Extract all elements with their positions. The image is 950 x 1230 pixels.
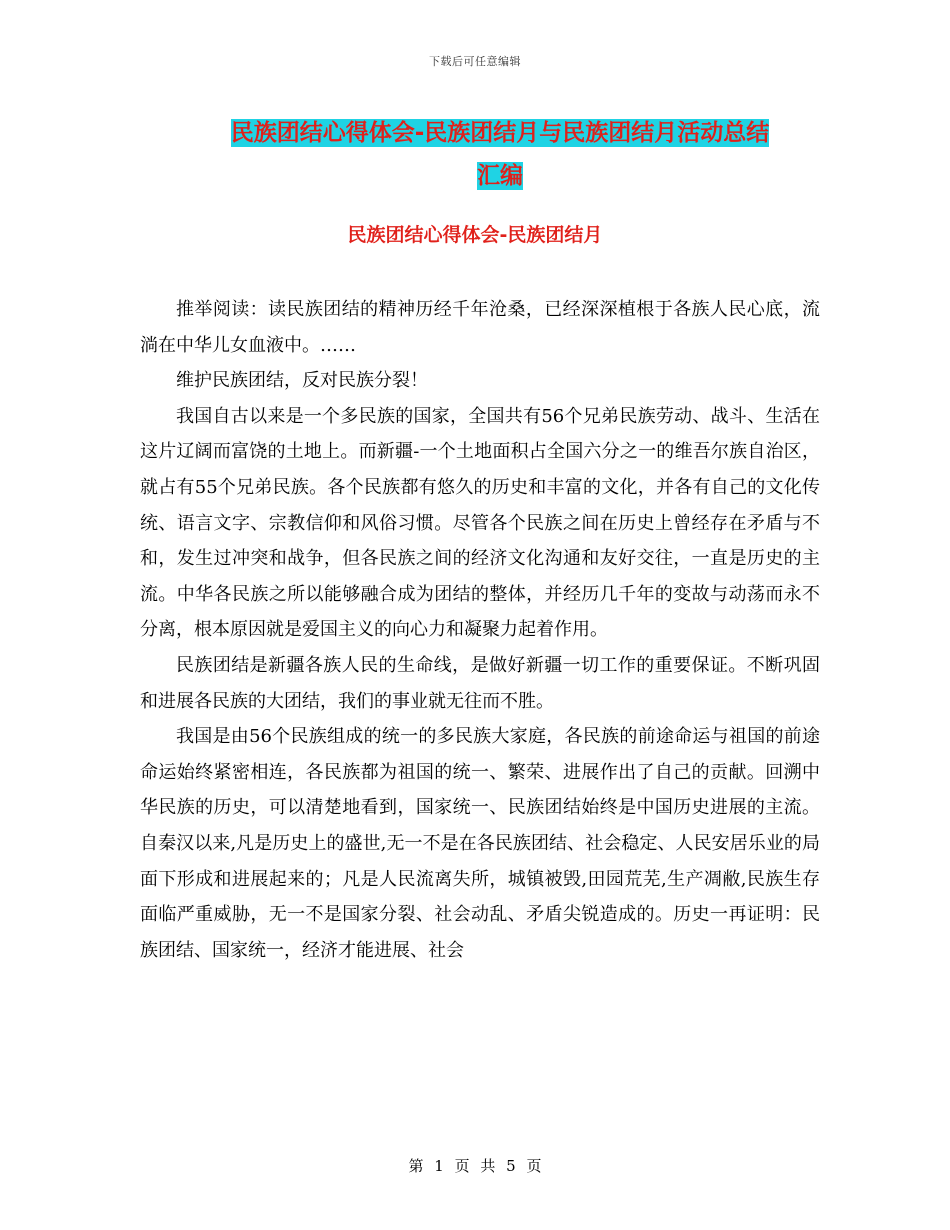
document-body — [140, 292, 820, 968]
title-highlight-1: 民族团结心得体会-民族团结月与民族团结月活动总结 — [230, 120, 770, 146]
paragraph-unity: 我国是由56个民族组成的统一的多民族大家庭，各民族的前途命运与祖国的前途命运始终紧密相连，各民族都为祖国的统一、繁荣、进展作出了自己的贡献。回溯中华民族的历史，可以清楚地看到，国家统一、民族团结始终是中国历史进展的主流。自秦汉以来,凡是历史上的盛世,无一不是在各民族团结、社会稳定、人民安居乐业的局面下形成和进展起来的；凡是人民流离失所，城镇被毁,田园荒芜,生产凋敝,民族生存面临严重威胁，无一不是国家分裂、社会动乱、矛盾尖锐造成的。历史一再证明：民族团结、国家统一，经济才能进展、社会 — [140, 726, 820, 961]
paragraph-lifeline: 民族团结是新疆各族人民的生命线，是做好新疆一切工作的重要保证。不断巩固和进展各民族的大团结，我们的事业就无往而不胜。 — [140, 654, 820, 712]
page-header-note: 下载后可任意编辑 — [429, 55, 521, 68]
document-title-line-2 — [140, 155, 860, 198]
title-highlight-2: 汇编 — [477, 163, 523, 189]
paragraph-recommended-reading: 推举阅读：读民族团结的精神历经千年沧桑，已经深深植根于各族人民心底，流淌在中华儿女血液中。…… — [140, 299, 820, 356]
paragraph-history: 我国自古以来是一个多民族的国家，全国共有56个兄弟民族劳动、战斗、生活在这片辽阔而富饶的土地上。而新疆-一个土地面积占全国六分之一的维吾尔族自治区，就占有55个兄弟民族。各个民族都有悠久的历史和丰富的文化，并各有自己的文化传统、语言文字、宗教信仰和风俗习惯。尽管各个民族之间在历史上曾经存在矛盾与不和，发生过冲突和战争，但各民族之间的经济文化沟通和友好交往，一直是历史的主流。中华各民族之所以能够融合成为团结的整体，并经历几千年的变故与动荡而永不分离，根本原因就是爱国主义的向心力和凝聚力起着作用。 — [140, 405, 820, 641]
document-title — [140, 112, 860, 198]
paragraph-slogan: 维护民族团结，反对民族分裂！ — [176, 370, 428, 392]
page-number: 第 1 页 共 5 页 — [408, 1157, 542, 1175]
document-title-line-1 — [140, 112, 860, 155]
section-subtitle: 民族团结心得体会-民族团结月 — [347, 224, 603, 246]
